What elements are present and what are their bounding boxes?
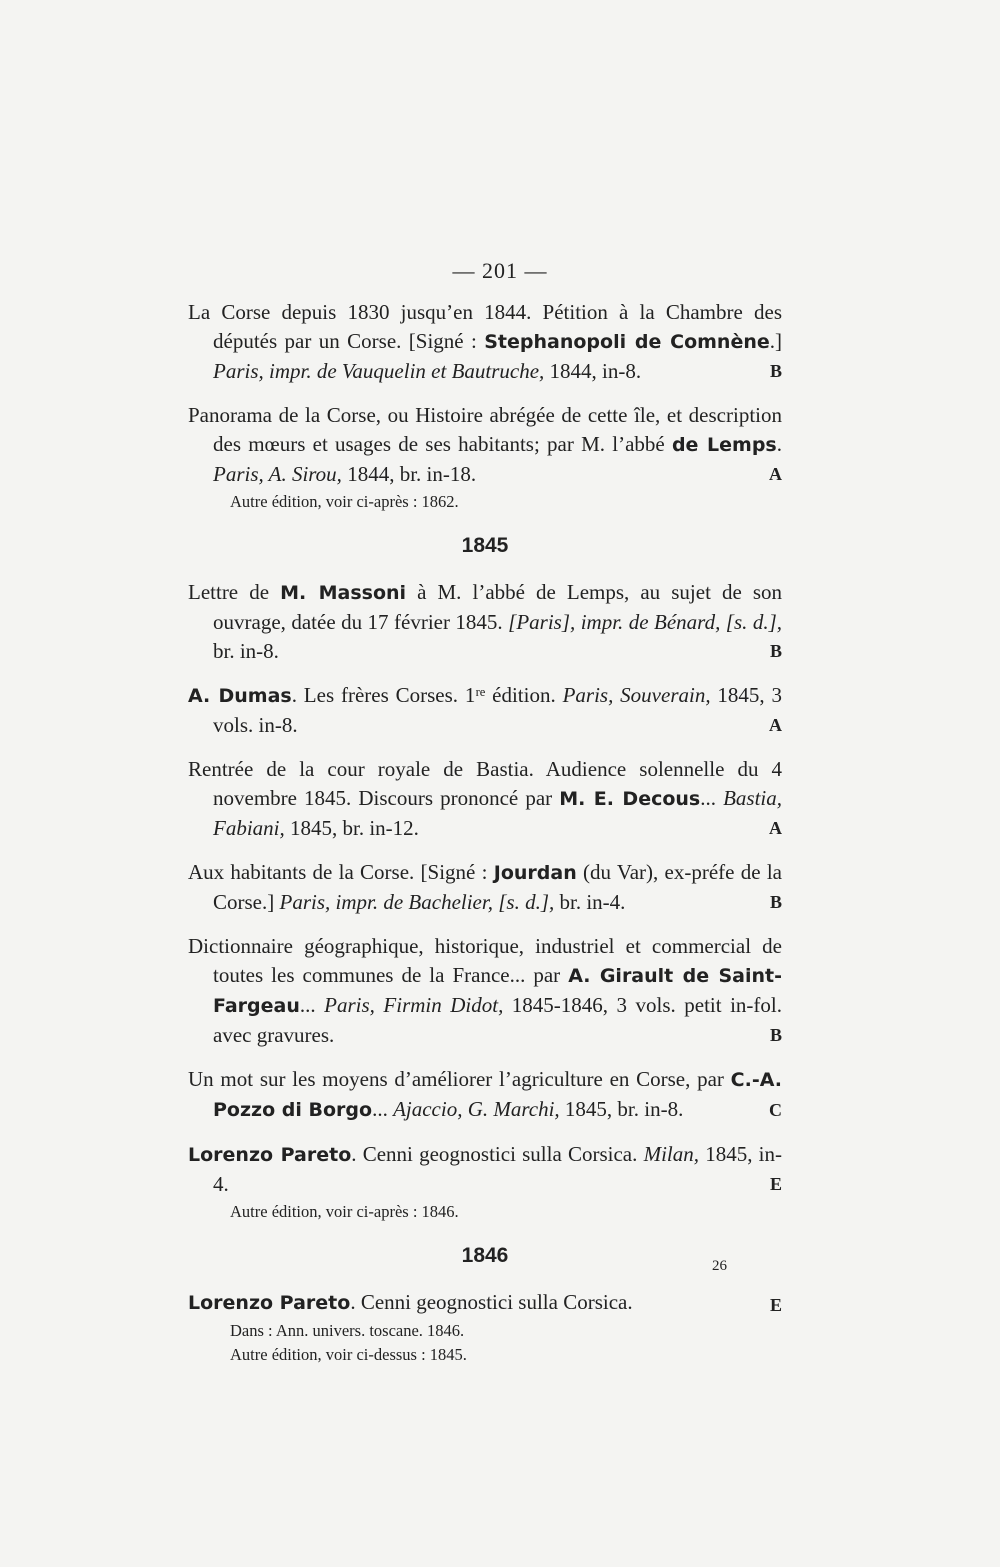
bibliography-entry [188,1288,782,1366]
entry-text-part: Rentrée de la cour royale de Bastia. Audience solennelle du 4 novembre 1845. Discours prononcé par [188,757,782,810]
entry-text-part: 1845, br. in-12. [284,816,419,840]
entry-imprint: Bastia, Fabiani, [213,786,782,840]
entry-text [188,298,782,386]
sheet-number: 26 [712,1258,727,1274]
entry-text-part: . Cenni geognostici sulla Corsica. [350,1290,633,1314]
page-number: — 201 — [452,258,548,283]
entry-text-part: Un mot sur les moyens d’améliorer l’agriculture en Corse, par [188,1067,731,1091]
entry-imprint: Paris, Souverain, [562,683,711,707]
rarity-code: B [769,361,782,381]
entry-author: C.-A. Pozzo di Borgo [213,1069,782,1121]
bibliography-entry [188,1065,782,1125]
entry-text-part: .] [769,329,782,353]
entry-text-part: Dictionnaire géographique, historique, industriel et commercial de toutes les communes de la France... par [188,934,782,987]
rarity-code: E [769,1174,782,1194]
rarity-code: B [769,1025,782,1045]
bibliography-entry [188,681,782,740]
entry-note: Autre édition, voir ci-après : 1862. [230,492,459,511]
rarity-code: A [769,715,782,735]
entry-text [188,681,782,740]
entry-text-part: . Les frères Corses. 1ʳᵉ édition. [291,683,563,707]
bibliography-entry [188,1140,782,1223]
entry-text-part: . [776,432,782,456]
entry-text-part: (du Var), ex-préfe de la Corse.] [213,860,782,914]
entry-text-part: 1844, in-8. [544,359,642,383]
entry-imprint: [Paris], impr. de Bénard, [s. d.], [508,610,783,634]
entry-text-part: ... [372,1097,394,1121]
entry-text-part: 1845, br. in-8. [559,1097,684,1121]
entry-note: Autre édition, voir ci-dessus : 1845. [230,1345,467,1364]
bibliography-entries [188,298,782,1381]
rarity-code: B [769,892,782,912]
rarity-code: B [769,641,782,661]
entry-imprint: Ajaccio, G. Marchi, [393,1097,560,1121]
entry-imprint: Paris, A. Sirou, [213,462,342,486]
entry-author: A. Girault de Saint-Fargeau [213,965,782,1017]
entry-text [188,1288,782,1318]
entry-text-part: à M. l’abbé de Lemps, au sujet de son ouvrage, datée du 17 février 1845. [213,580,783,634]
entry-author: Stephanopoli de Comnène [484,331,770,353]
entry-text-part: 1845-1846, 3 vols. petit in-fol. avec gravures. [213,993,782,1047]
entry-text [188,755,782,843]
entry-note: Dans : Ann. univers. toscane. 1846. [230,1321,465,1340]
entry-text-part: 1844, br. in-18. [341,462,477,486]
year-heading: 1846 [461,1244,509,1267]
bibliography-entry [188,401,782,513]
entry-author: Lorenzo Pareto [188,1144,352,1166]
entry-imprint: Paris, impr. de Vauquelin et Bautruche, [213,359,545,383]
entry-text-part: 1845, in-4. [213,1142,783,1196]
entry-text-part: Panorama de la Corse, ou Histoire abrégée de cette île, et description des mœurs et usages de ses habitants; par M. l’abbé [188,403,782,456]
entry-text-part: La Corse depuis 1830 jusqu’en 1844. Pétition à la Chambre des députés par un Corse. [Signé : [188,300,782,353]
rarity-code: A [769,818,782,838]
entry-imprint: Milan, [643,1142,700,1166]
entry-author: de Lemps [671,434,777,456]
entry-text-part: Aux habitants de la Corse. [Signé : [188,860,494,884]
bibliography-entry [188,755,782,843]
entry-text [188,401,782,489]
entry-text-part: 1845, 3 vols. in-8. [213,683,783,737]
entry-text-part: ... [299,993,325,1017]
bibliography-entry [188,298,782,386]
entry-text-part: br. in-4. [554,890,626,914]
entry-author: A. Dumas [188,685,292,707]
entry-text [188,1140,782,1199]
entry-author: M. Massoni [280,582,407,604]
rarity-code: C [769,1100,782,1120]
year-heading: 1845 [461,534,509,557]
entry-text-part: br. in-8. [213,639,279,663]
entry-author: Jourdan [493,862,577,884]
entry-author: M. E. Decous [559,788,701,810]
entry-text [188,578,782,666]
entry-text-part: . Cenni geognostici sulla Corsica. [351,1142,644,1166]
entry-note: Autre édition, voir ci-après : 1846. [230,1202,459,1221]
entry-text-part: Lettre de [188,580,281,604]
entry-author: Lorenzo Pareto [188,1292,351,1314]
entry-text [188,858,782,917]
bibliography-entry [188,578,782,666]
entry-text-part: ... [700,786,724,810]
bibliography-entry [188,932,782,1050]
entry-text [188,932,782,1050]
entry-imprint: Paris, impr. de Bachelier, [s. d.], [279,890,555,914]
rarity-code: A [769,464,782,484]
entry-text [188,1065,782,1125]
entry-imprint: Paris, Firmin Didot, [324,993,504,1017]
rarity-code: E [769,1295,782,1315]
bibliography-entry [188,858,782,917]
